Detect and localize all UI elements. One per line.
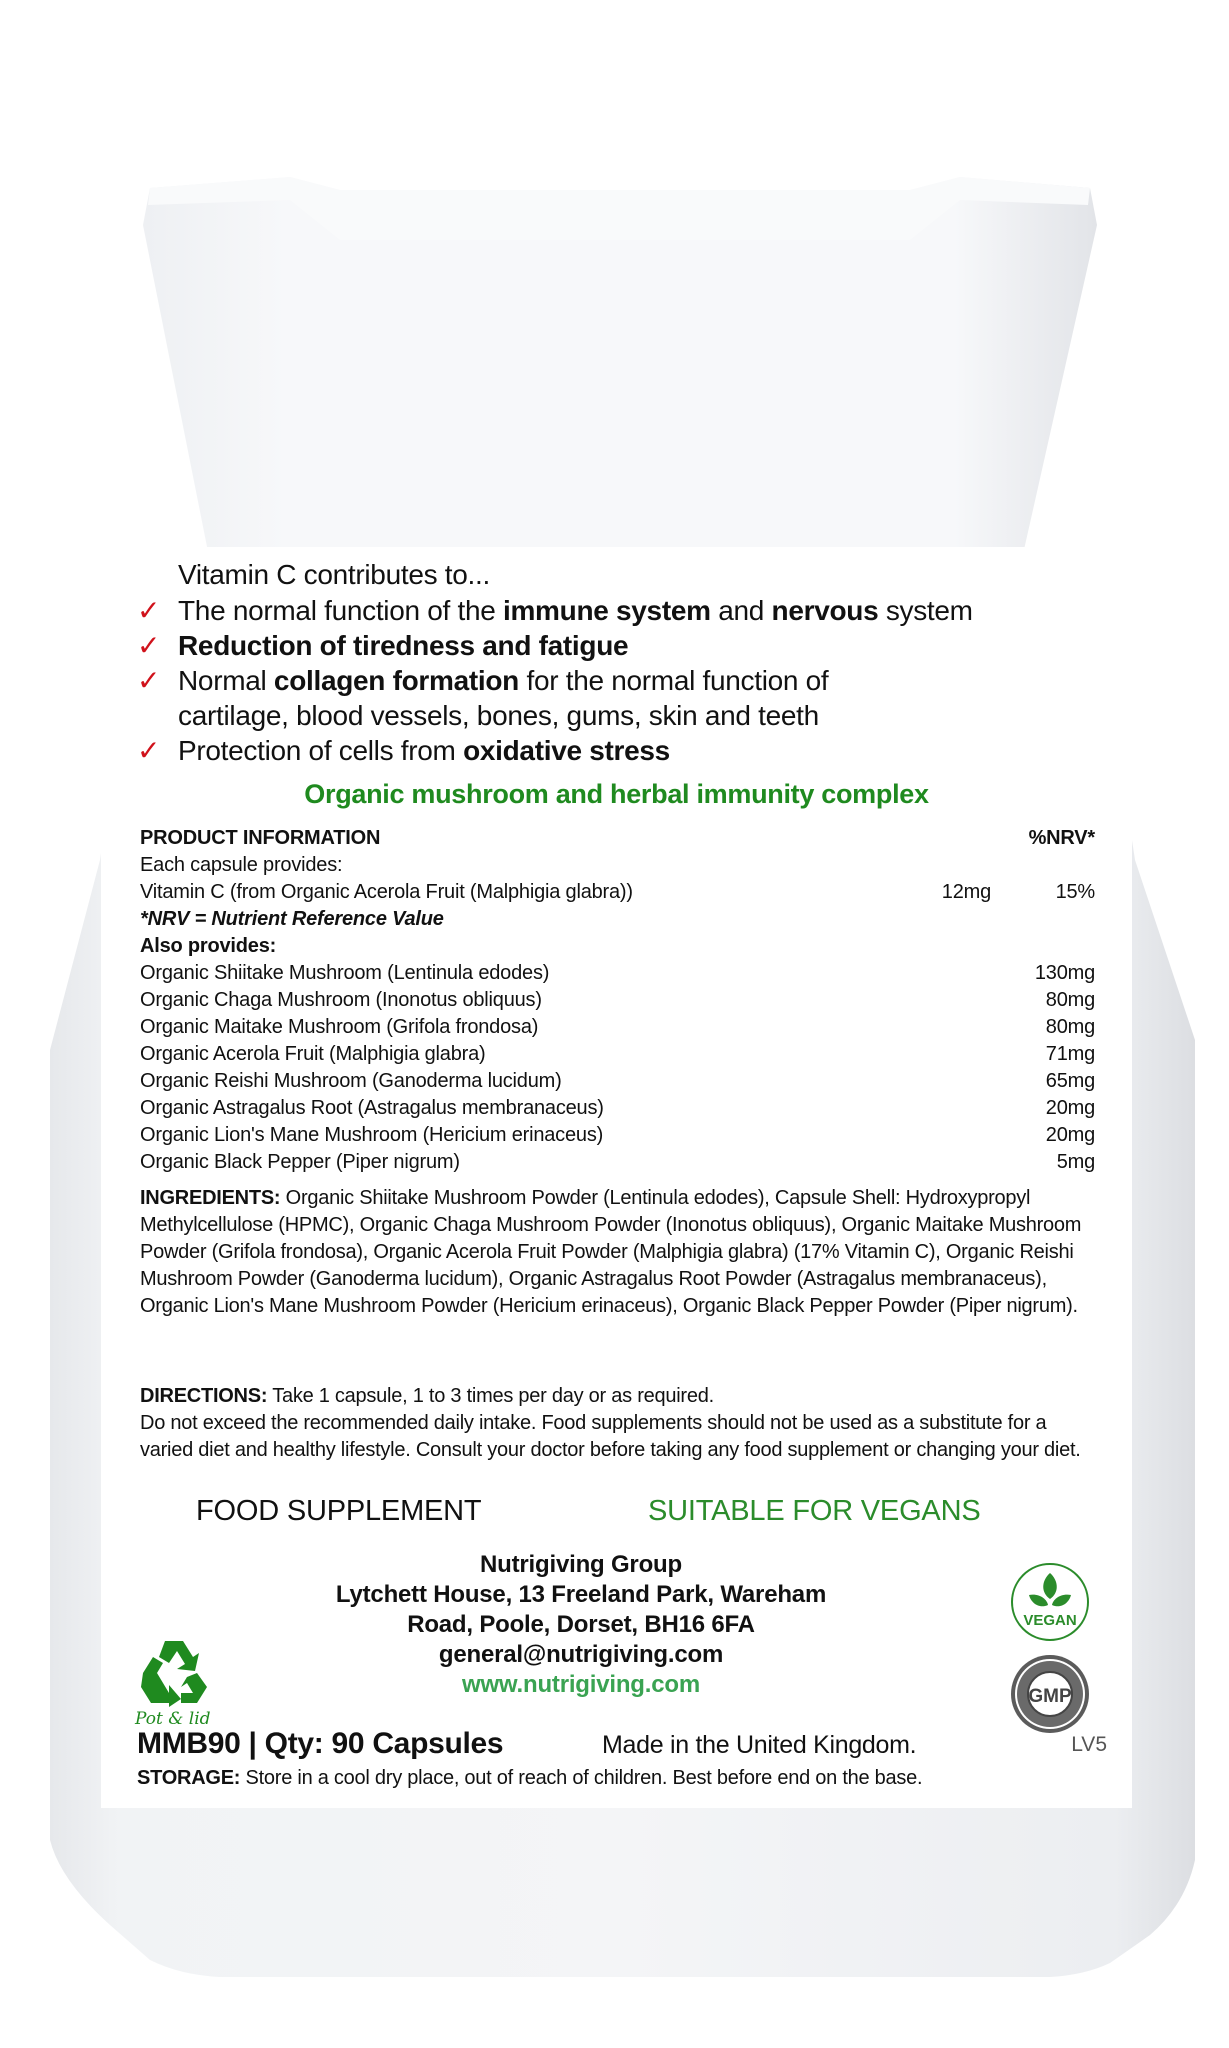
check-icon: ✓ [137, 665, 161, 696]
ingredient-name: Organic Reishi Mushroom (Ganoderma lucidum) [140, 1070, 562, 1092]
ingredients [140, 1185, 1100, 1320]
ingredient-row [140, 1149, 1095, 1176]
ingredient-row [140, 1068, 1095, 1095]
product-code-line [137, 1727, 1107, 1763]
ingredients-label: INGREDIENTS: [140, 1187, 281, 1209]
product-label [101, 547, 1132, 1808]
directions-warning: Do not exceed the recommended daily intake. Food supplements should not be used as a substitute for a varied diet and healthy lifestyle. Consult your doctor before taking any food supplement or changing your diet. [140, 1412, 1081, 1461]
ingredient-amount: 20mg [1045, 1124, 1095, 1146]
vegan-badge-text: VEGAN [1023, 1612, 1077, 1629]
check-icon: ✓ [137, 630, 161, 661]
ingredient-name: Organic Acerola Fruit (Malphigia glabra) [140, 1043, 486, 1065]
ingredient-amount: 130mg [1034, 962, 1095, 984]
ingredient-amount: 80mg [1045, 1016, 1095, 1038]
ingredient-amount: 5mg [1056, 1151, 1095, 1173]
vegan-leaf-icon [1009, 1561, 1091, 1643]
made-in: Made in the United Kingdom. [602, 1731, 917, 1759]
product-information-table [140, 825, 1095, 1176]
recycle-caption: Pot & lid [135, 1709, 211, 1729]
gmp-seal-icon [1009, 1653, 1091, 1735]
claims-intro: Vitamin C contributes to... [178, 559, 490, 590]
ingredient-name: Organic Chaga Mushroom (Inonotus obliquus) [140, 989, 542, 1011]
nrv-note-row: *NRV = Nutrient Reference Value [140, 908, 444, 930]
check-icon: ✓ [137, 595, 161, 626]
ingredient-name: Organic Astragalus Root (Astragalus membranaceus) [140, 1097, 604, 1119]
storage [137, 1767, 922, 1790]
ingredient-row [140, 1095, 1095, 1122]
pi-header-row [140, 825, 1095, 852]
directions-label: DIRECTIONS: [140, 1385, 268, 1407]
claim-item: ✓ Protection of cells from oxidative stress [137, 733, 670, 769]
ingredient-amount: 20mg [1045, 1097, 1095, 1119]
gmp-badge-text: GMP [1028, 1686, 1072, 1707]
company-email: general@nutrigiving.com [438, 1641, 724, 1668]
ingredient-name: Organic Maitake Mushroom (Grifola frondosa) [140, 1016, 539, 1038]
ingredient-name: Organic Black Pepper (Piper nigrum) [140, 1151, 460, 1173]
vitamin-amount: 12mg [941, 881, 991, 903]
ingredient-row [140, 1014, 1095, 1041]
claim-item: ✓ Normal collagen formation for the normal function of [137, 663, 828, 699]
claim-item: ✓ The normal function of the immune system and nervous system [137, 593, 973, 629]
check-icon: ✓ [137, 735, 161, 766]
ingredient-name: Organic Lion's Mane Mushroom (Hericium erinaceus) [140, 1124, 604, 1146]
storage-label: STORAGE: [137, 1767, 241, 1789]
food-supplement-label: FOOD SUPPLEMENT [196, 1495, 482, 1527]
ingredient-amount: 65mg [1045, 1070, 1095, 1092]
nrv-header: %NRV* [1028, 827, 1095, 849]
vitamin-row [140, 879, 1095, 906]
sku-quantity: MMB90 | Qty: 90 Capsules [137, 1727, 504, 1760]
recycle-icon [135, 1637, 215, 1709]
vitamin-nrv: 15% [1055, 881, 1095, 903]
label-version: LV5 [1071, 1733, 1107, 1756]
directions-text: Take 1 capsule, 1 to 3 times per day or as required. [267, 1385, 714, 1407]
ingredient-row [140, 987, 1095, 1014]
ingredient-amount: 80mg [1045, 989, 1095, 1011]
storage-text: Store in a cool dry place, out of reach of children. Best before end on the base. [240, 1767, 923, 1789]
ingredient-row [140, 1122, 1095, 1149]
ingredient-name: Organic Shiitake Mushroom (Lentinula edodes) [140, 962, 550, 984]
claim-item: ✓ Reduction of tiredness and fatigue [137, 628, 628, 664]
company-address-line-1: Lytchett House, 13 Freeland Park, Wareham [335, 1581, 827, 1608]
product-headline: Organic mushroom and herbal immunity complex [304, 779, 929, 809]
ingredient-amount: 71mg [1045, 1043, 1095, 1065]
company-website: www.nutrigiving.com [462, 1671, 700, 1698]
also-provides-row: Also provides: [140, 935, 277, 957]
suitable-for-vegans-label: SUITABLE FOR VEGANS [648, 1495, 981, 1527]
pi-title: PRODUCT INFORMATION [140, 827, 381, 849]
ingredients-text: Organic Shiitake Mushroom Powder (Lentinula edodes), Capsule Shell: Hydroxypropyl Methylcellulose (HPMC), Organic Chaga Mushroom Powder (Inonotus obliquus), Organic Maitake Mushroom Powder (Grifola frondosa), Organic Acerola Fruit Powder (Malphigia glabra) (17% Vitamin C), Organic Reishi Mushroom Powder (Ganoderma lucidum), Organic Astragalus Root Powder (Astragalus membranaceus), Organic Lion's Mane Mushroom Powder (Hericium erinaceus), Organic Black Pepper Powder (Piper nigrum). [140, 1187, 1082, 1317]
company-address-line-2: Road, Poole, Dorset, BH16 6FA [407, 1611, 755, 1638]
each-capsule-row: Each capsule provides: [140, 854, 343, 876]
company-name: Nutrigiving Group [480, 1551, 682, 1578]
ingredient-row [140, 960, 1095, 987]
company-info [301, 1550, 861, 1700]
vitamin-name: Vitamin C (from Organic Acerola Fruit (Malphigia glabra)) [140, 881, 633, 903]
ingredient-row [140, 1041, 1095, 1068]
recycle-badge [135, 1637, 215, 1732]
claim-continuation: cartilage, blood vessels, bones, gums, skin and teeth [178, 700, 819, 731]
directions [140, 1383, 1100, 1464]
